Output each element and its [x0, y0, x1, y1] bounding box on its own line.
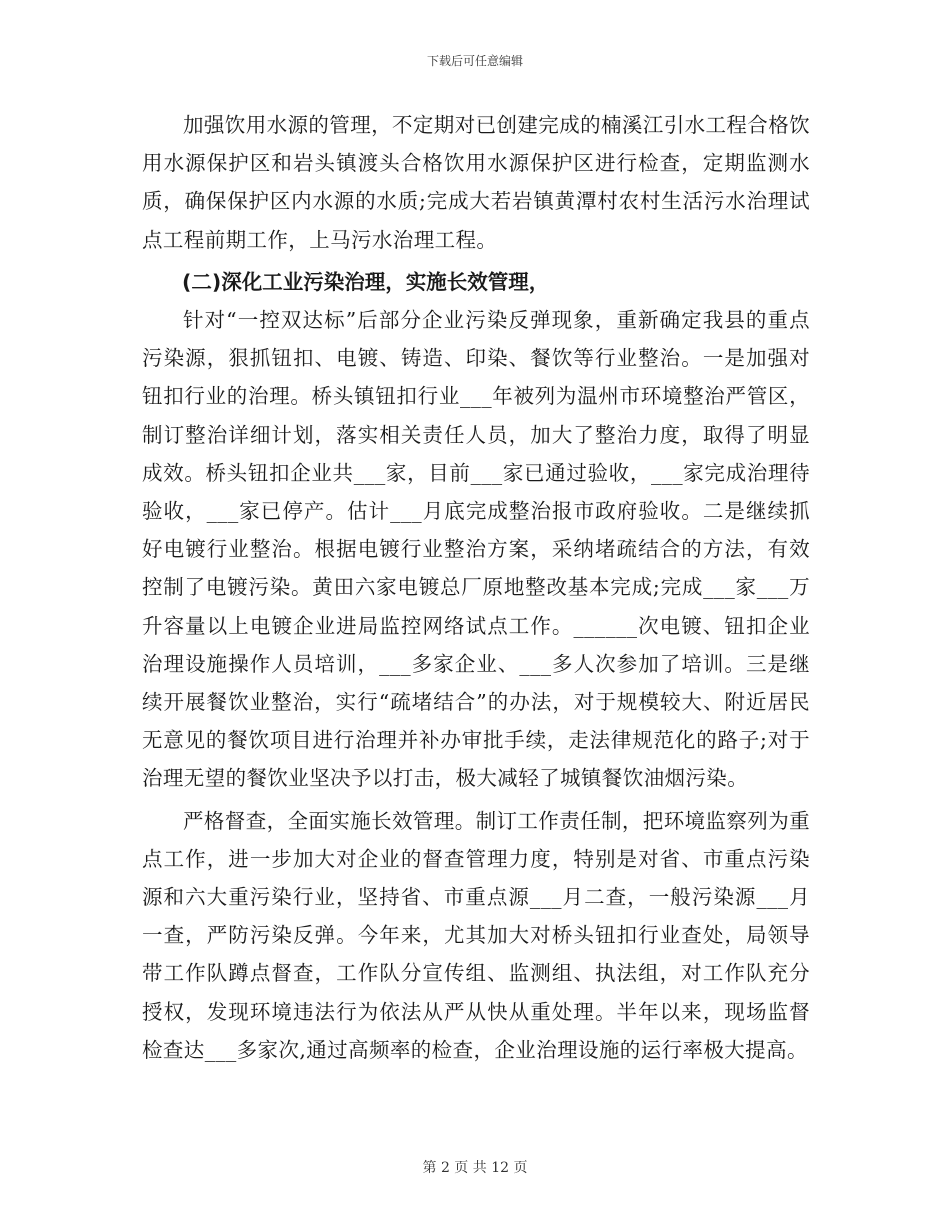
paragraph-water-source: 加强饮用水源的管理，不定期对已创建完成的楠溪江引水工程合格饮用水源保护区和岩头镇渡头合格饮用水源保护区进行检查，定期监测水质，确保保护区内水源的水质;完成大若岩镇黄潭村农村生活污水治理试点工程前期工作，上马污水治理工程。: [142, 113, 810, 252]
section-heading: (二)深化工业污染治理，实施长效管理，: [182, 269, 550, 294]
paragraph-supervision: 严格督查，全面实施长效管理。制订工作责任制，把环境监察列为重点工作，进一步加大对企业的督查管理力度，特别是对省、市重点污染源和六大重污染行业，坚持省、市重点源___月二查，一般污染源___月一查，严防污染反弹。今年来，尤其加大对桥头钮扣行业查处，局领导带工作队蹲点督查，工作队分宣传组、监测组、执法组，对工作队充分授权，发现环境违法行为依法从严从快从重处理。半年以来，现场监督检查达___多家次,通过高频率的检查，企业治理设施的运行率极大提高。: [142, 808, 810, 1062]
paragraph-industrial-pollution: 针对“一控双达标”后部分企业污染反弹现象，重新确定我县的重点污染源，狠抓钮扣、电镀、铸造、印染、餐饮等行业整治。一是加强对钮扣行业的治理。桥头镇钮扣行业___年被列为温州市环境整治严管区，制订整治详细计划，落实相关责任人员，加大了整治力度，取得了明显成效。桥头钮扣企业共___家，目前___家已通过验收，___家完成治理待验收，___家已停产。估计___月底完成整治报市政府验收。二是继续抓好电镀行业整治。根据电镀行业整治方案，采纳堵疏结合的方法，有效控制了电镀污染。黄田六家电镀总厂原地整改基本完成;完成___家___万升容量以上电镀企业进局监控网络试点工作。______次电镀、钮扣企业治理设施操作人员培训，___多家企业、___多人次参加了培训。三是继续开展餐饮业整治，实行“疏堵结合”的办法，对于规模较大、附近居民无意见的餐饮项目进行治理并补办审批手续，走法律规范化的路子;对于治理无望的餐饮业坚决予以打击，极大减轻了城镇餐饮油烟污染。: [142, 308, 810, 791]
document-body: [142, 106, 810, 1073]
page-header: 下载后可任意编辑: [426, 54, 523, 68]
page-footer: 第 2 页 共 12 页: [422, 1160, 528, 1176]
